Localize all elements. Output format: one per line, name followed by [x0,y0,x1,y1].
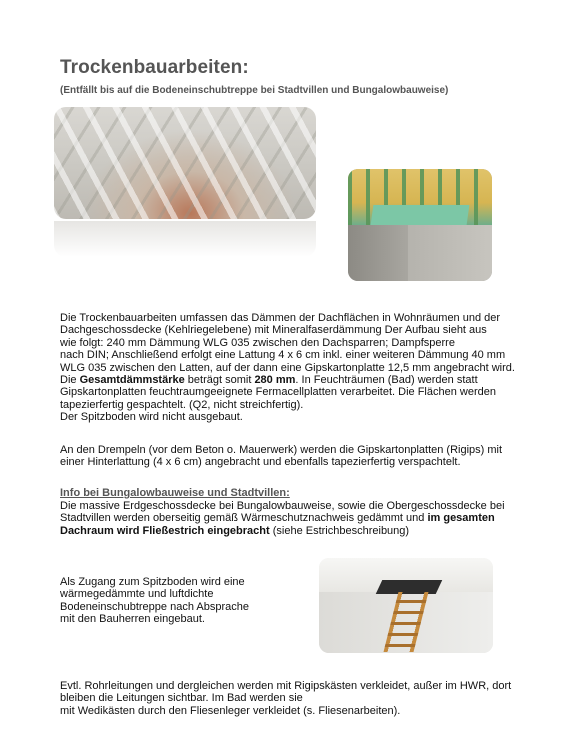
text-line: Die Trockenbauarbeiten umfassen das Dämmen der Dachflächen in Wohnräumen und der [60,312,501,324]
page-title: Trockenbauarbeiten: [60,57,249,78]
text-line: Dachgeschossdecke (Kehlriegelebene) mit Mineralfaserdämmung Der Aufbau sieht aus [60,324,487,337]
text-run: beträgt somit [184,374,255,387]
text-line: Als Zugang zum Spitzboden wird eine [60,576,245,588]
text-line: Evtl. Rohrleitungen und dergleichen werden mit Rigipskästen verkleidet, außer im HWR, dort [60,680,512,692]
text-line: Die massive Erdgeschossdecke bei Bungalowbauweise, sowie die Obergeschossdecke bei [60,500,505,512]
text-run-bold: Dachraum wird Fließestrich eingebracht [60,524,270,537]
text-line: nach DIN; Anschließend erfolgt eine Lattung 4 x 6 cm inkl. einer weiteren Dämmung 40 mm [60,349,506,362]
text-run: Stadtvillen werden oberseitig gemäß Wärmeschutznachweis gedämmt und [60,512,428,525]
text-run-bold: im gesamten [427,512,495,525]
text-run: Bodeneinschubtreppe [60,600,168,613]
text-run: Die [60,374,80,387]
text-line [60,512,505,524]
info-heading: Info bei Bungalowbauweise und Stadtvillen: [60,487,290,499]
photo-reflection [54,221,316,257]
text-line: wie folgt: 240 mm Dämmung WLG 035 zwischen den Dachsparren; Dampfsperre [60,336,455,349]
photo-wall-left [348,225,408,281]
paragraph-drywall-description [60,312,515,424]
text-line: Gipskartonplatten feuchtraumgeeignete Fermacellplatten verarbeitet. Die Flächen werden [60,386,496,399]
text-line: tapezierfertig gespachtelt. (Q2, nicht streichfertig). [60,398,304,411]
photo-green-panel [371,205,470,225]
text-line: wärmegedämmte und luftdichte [60,588,214,601]
text-line: bleiben die Leitungen sichtbar. Im Bad werden sie [60,692,303,705]
paragraph-access [60,576,249,626]
paragraph-pipes [60,680,511,717]
text-line: einer Hinterlattung (4 x 6 cm) angebracht und ebenfalls tapezierfertig verspachtelt. [60,456,461,469]
paragraph-info [60,500,505,537]
text-line: mit den Bauherren eingebaut. [60,613,205,626]
text-line: An den Drempeln (vor dem Beton o. Mauerwerk) werden die Gipskartonplatten (Rigips) mit [60,444,503,456]
text-line [60,601,249,613]
total-insulation-label: Gesamtdämmstärke [79,374,185,387]
ceiling-insulation-photo [348,169,492,281]
text-line: WLG 035 zwischen den Latten, auf der dann eine Gipskartonplatte 12,5 mm angebracht wird. [60,361,515,374]
total-insulation-value: 280 mm [254,374,296,387]
text-run: (siehe Estrichbeschreibung) [269,524,410,537]
text-line: mit Wedikästen durch den Fliesenleger verkleidet (s. Fliesenarbeiten). [60,704,401,717]
text-line [60,525,505,537]
page-subtitle: (Entfällt bis auf die Bodeneinschubtreppe bei Stadtvillen und Bungalowbauweise) [60,85,449,96]
attic-ladder-photo [319,558,493,653]
attic-drywall-photo [54,107,316,219]
text-line [60,374,515,386]
text-run: . In Feuchträumen (Bad) werden statt [295,374,478,387]
photo-wall-right [408,225,492,281]
text-run: nach Absprache [167,600,249,613]
paragraph-drempel [60,444,502,469]
text-line: Der Spitzboden wird nicht ausgebaut. [60,411,243,424]
